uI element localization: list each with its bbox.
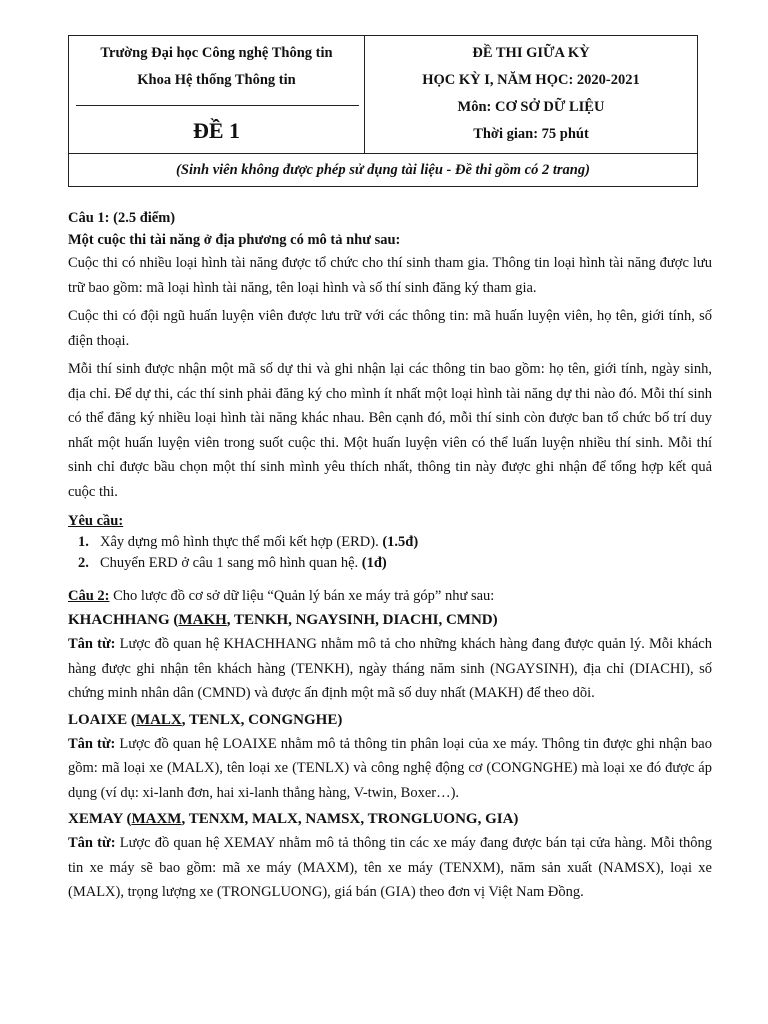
exam-note: (Sinh viên không được phép sử dụng tài liệu - Đề thi gồm có 2 trang) [69, 153, 697, 186]
relation-attributes: , TENXM, MALX, NAMSX, TRONGLUONG, GIA) [181, 811, 519, 827]
question-2-intro-line [68, 586, 712, 606]
header-left-cell [69, 36, 365, 153]
relation-xemay-schema [68, 807, 712, 831]
requirement-text: Chuyển ERD ở câu 1 sang mô hình quan hệ. [100, 555, 362, 571]
requirement-item [68, 553, 712, 574]
faculty-name: Khoa Hệ thống Thông tin [137, 72, 296, 88]
requirement-item [68, 532, 712, 553]
exam-content [68, 207, 712, 907]
relation-loaixe-schema [68, 708, 712, 732]
semester-line: HỌC KỲ I, NĂM HỌC: 2020-2021 [422, 72, 640, 88]
relation-xemay-description [68, 831, 712, 905]
requirements-list [68, 532, 712, 574]
question-1-subtitle: Một cuộc thi tài năng ở địa phương có mô tả như sau: [68, 232, 401, 248]
requirement-points: (1đ) [361, 555, 387, 571]
requirement-text: Xây dựng mô hình thực thể mối kết hợp (ERD). [100, 534, 383, 550]
relation-name: KHACHHANG ( [68, 612, 179, 628]
requirement-number: 1. [78, 534, 89, 550]
relation-khachhang-schema [68, 608, 712, 632]
tan-tu-label: Tân từ: [68, 636, 116, 652]
tan-tu-label: Tân từ: [68, 835, 116, 851]
requirement-points: (1.5đ) [382, 534, 419, 550]
tan-tu-label: Tân từ: [68, 735, 116, 752]
relation-description-text: Lược đồ quan hệ XEMAY nhằm mô tả thông tin các xe máy đang được bán tại cửa hàng. Mỗi thông tin xe máy sẽ bao gồm: mã xe máy (MAXM), tên xe máy (TENXM), năm sản xuất (NAMSX), loại xe (MALX), trọng lượng xe (TRONGLUONG), giá bán (GIA) theo đơn vị Việt Nam Đồng. [68, 835, 712, 900]
relation-name: LOAIXE ( [68, 711, 136, 728]
relation-description-text: Lược đồ quan hệ LOAIXE nhằm mô tả thông tin phân loại của xe máy. Thông tin được ghi nhận bao gồm: mã loại xe (MALX), tên loại xe (TENLX) và công nghệ động cơ (CONGNGHE) mà loại xe đó được áp dụng (ví dụ: xi-lanh đơn, hai xi-lanh thẳng hàng, V-twin, Boxer…). [68, 735, 712, 801]
question-2-label: Câu 2: [68, 588, 110, 604]
primary-key: MAKH [178, 612, 227, 628]
question-1-title: Câu 1: (2.5 điểm) [68, 210, 176, 226]
exam-header-box [68, 35, 698, 187]
requirements-title: Yêu cầu: [68, 513, 124, 529]
relation-loaixe-description [68, 732, 712, 806]
relation-attributes: , TENLX, CONGNGHE) [181, 711, 343, 728]
header-divider [76, 105, 359, 106]
exam-title: ĐỀ THI GIỮA KỲ [472, 45, 590, 61]
question-2-intro: Cho lược đồ cơ sở dữ liệu “Quản lý bán xe máy trả góp” như sau: [109, 588, 495, 604]
relation-description-text: Lược đồ quan hệ KHACHHANG nhằm mô tả cho những khách hàng đang được quản lý. Mỗi khách hàng được ghi nhận tên khách hàng (TENKH), ngày tháng năm sinh (NGAYSINH), địa chỉ (DIACHI), số chứng minh nhân dân (CMND) và được ấn định một mã số duy nhất (MAKH) để theo dõi. [68, 636, 712, 701]
primary-key: MALX [135, 711, 182, 728]
question-1-paragraph-2: Cuộc thi có đội ngũ huấn luyện viên được lưu trữ với các thông tin: mã huấn luyện viên, họ tên, giới tính, số điện thoại. [68, 308, 712, 349]
relation-khachhang-description [68, 632, 712, 706]
requirement-number: 2. [78, 555, 89, 571]
duration-line: Thời gian: 75 phút [473, 126, 589, 142]
relation-attributes: , TENKH, NGAYSINH, DIACHI, CMND) [226, 612, 498, 628]
university-name: Trường Đại học Công nghệ Thông tin [100, 45, 333, 61]
header-right-cell [365, 36, 697, 153]
question-1-paragraph-3: Mỗi thí sinh được nhận một mã số dự thi và ghi nhận lại các thông tin bao gồm: họ tên, giới tính, ngày sinh, địa chỉ. Để dự thi, các thí sinh phải đăng ký cho mình ít nhất một loại hình tài năng dự thi nào đó. Mỗi thí sinh có thể đăng ký nhiều loại hình tài năng khác nhau. Bên cạnh đó, mỗi thí sinh còn được ban tổ chức bố trí duy nhất một huấn luyện viên trong suốt cuộc thi. Một huấn luyện viên có thể luấn luyện nhiều thí sinh. Mỗi thí sinh chỉ được bầu chọn một thí sinh mình yêu thích nhất, thông tin này được ghi nhận để tổng hợp kết quả cuộc thi. [68, 361, 712, 500]
question-1-paragraph-1: Cuộc thi có nhiều loại hình tài năng được tổ chức cho thí sinh tham gia. Thông tin loại hình tài năng được lưu trữ bao gồm: mã loại hình tài năng, tên loại hình và số thí sinh đăng ký tham gia. [68, 255, 712, 296]
primary-key: MAXM [131, 811, 182, 827]
exam-code: ĐỀ 1 [192, 118, 241, 143]
relation-name: XEMAY ( [68, 811, 132, 827]
subject-line: Môn: CƠ SỞ DỮ LIỆU [457, 99, 605, 115]
